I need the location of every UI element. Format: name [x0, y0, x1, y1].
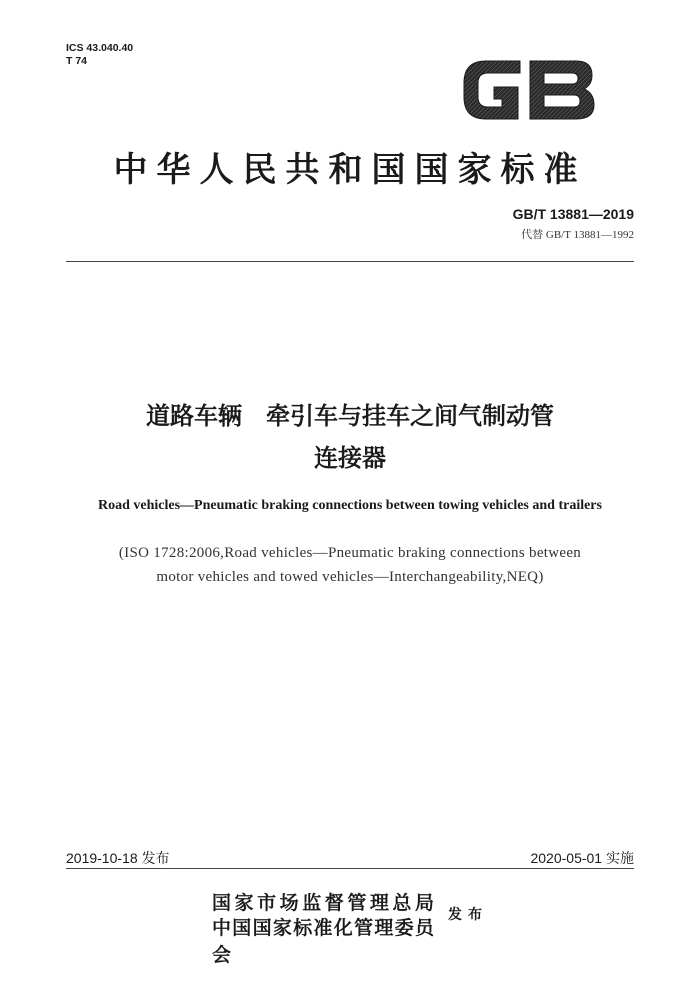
replaced-standard: 代替 GB/T 13881—1992	[521, 229, 634, 241]
classification-codes	[66, 42, 133, 68]
gb-logo	[458, 53, 598, 127]
national-standard-title: 中华人民共和国国家标准	[113, 150, 587, 190]
ccs-code: T 74	[66, 55, 88, 67]
header-divider	[66, 261, 634, 262]
issuer-samr: 国家市场监督管理总局	[212, 892, 434, 914]
ics-code: ICS 43.040.40	[66, 42, 134, 54]
chinese-title-line2: 连接器	[314, 444, 386, 472]
footer-divider	[66, 868, 634, 869]
english-title: Road vehicles—Pneumatic braking connections between towing vehicles and trailers	[98, 498, 602, 513]
standard-code: GB/T 13881—2019	[512, 206, 634, 222]
issuer-sac: 中国国家标准化管理委员会	[212, 917, 434, 966]
publish-date: 2019-10-18 发布	[66, 850, 170, 866]
chinese-title-line1: 道路车辆 牵引车与挂车之间气制动管	[146, 402, 554, 430]
iso-reference-line1: (ISO 1728:2006,Road vehicles—Pneumatic braking connections between	[118, 545, 582, 561]
implement-date: 2020-05-01 实施	[530, 850, 634, 866]
issue-label: 发布	[448, 907, 488, 923]
iso-reference-line2: motor vehicles and towed vehicles—Interchangeability,NEQ)	[156, 569, 544, 585]
